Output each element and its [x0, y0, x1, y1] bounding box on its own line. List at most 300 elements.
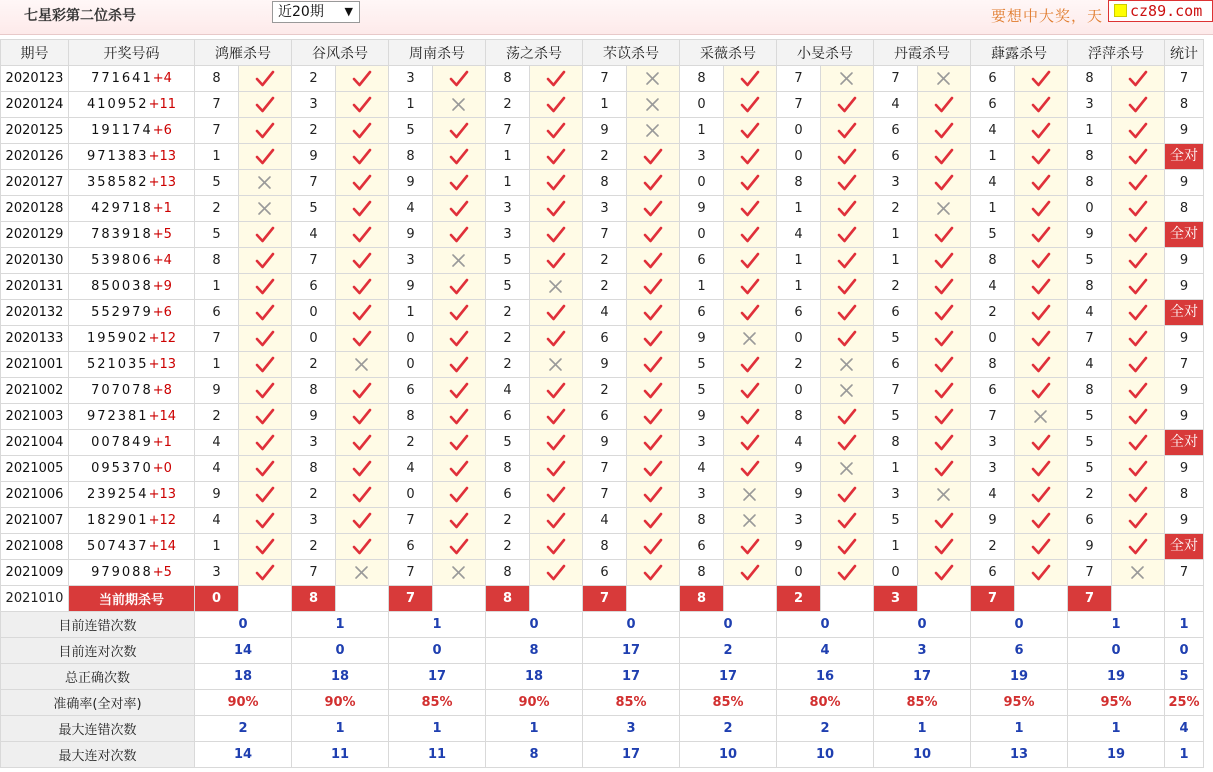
kill-number-cell: 4 [777, 222, 821, 248]
current-stat-cell [1165, 586, 1204, 612]
check-icon [1031, 460, 1051, 478]
hit-mark-cell [821, 248, 874, 274]
check-icon [1031, 564, 1051, 582]
summary-label: 准确率(全对率) [1, 690, 195, 716]
current-kill-number: 7 [971, 586, 1015, 612]
table-row [1, 326, 1204, 352]
allright-badge: 全对 [1165, 300, 1203, 325]
hit-mark-cell [530, 66, 583, 92]
hit-mark-cell [821, 66, 874, 92]
kill-number-cell: 2 [583, 248, 627, 274]
current-blank-cell [627, 586, 680, 612]
summary-value: 8 [486, 742, 583, 768]
kill-number-cell: 0 [680, 222, 724, 248]
summary-value: 13 [971, 742, 1068, 768]
hit-mark-cell [239, 118, 292, 144]
hit-mark-cell [530, 248, 583, 274]
kill-number-table [0, 39, 1204, 768]
check-icon [740, 278, 760, 296]
kill-number-cell: 1 [195, 534, 239, 560]
check-icon [1031, 174, 1051, 192]
kill-number-cell: 2 [777, 352, 821, 378]
check-icon [1128, 512, 1148, 530]
chevron-down-icon: ▼ [344, 5, 353, 18]
hit-mark-cell [821, 352, 874, 378]
kill-number-cell: 4 [1068, 300, 1112, 326]
hit-mark-cell [1112, 378, 1165, 404]
stat-cell: 9 [1165, 118, 1204, 144]
kill-number-cell: 4 [971, 482, 1015, 508]
kill-number-cell: 1 [874, 456, 918, 482]
kill-number-cell: 0 [777, 560, 821, 586]
draw-digits: 783918 [91, 227, 153, 242]
kill-number-cell: 5 [486, 430, 530, 456]
check-icon [643, 148, 663, 166]
check-icon [1031, 486, 1051, 504]
hit-mark-cell [1112, 326, 1165, 352]
summary-value: 85% [583, 690, 680, 716]
check-icon [1031, 278, 1051, 296]
check-icon [643, 538, 663, 556]
cross-icon [1128, 564, 1148, 582]
kill-number-cell: 5 [486, 248, 530, 274]
hit-mark-cell [1015, 378, 1068, 404]
hit-mark-cell [336, 92, 389, 118]
cross-icon [934, 486, 954, 504]
allright-badge: 全对 [1165, 222, 1203, 247]
summary-value: 85% [680, 690, 777, 716]
kill-number-cell: 2 [292, 534, 336, 560]
check-icon [1031, 356, 1051, 374]
check-icon [1128, 252, 1148, 270]
hit-mark-cell [918, 66, 971, 92]
hit-mark-cell [239, 378, 292, 404]
summary-value: 2 [195, 716, 292, 742]
stat-cell: 9 [1165, 170, 1204, 196]
hit-mark-cell [433, 144, 486, 170]
check-icon [837, 96, 857, 114]
kill-number-cell: 7 [1068, 326, 1112, 352]
check-icon [1031, 200, 1051, 218]
draw-sum: +12 [148, 513, 177, 528]
stat-cell: 9 [1165, 378, 1204, 404]
check-icon [546, 512, 566, 530]
hit-mark-cell [433, 170, 486, 196]
check-icon [1128, 330, 1148, 348]
header-expert: 鸿雁杀号 [195, 40, 292, 66]
issue-cell: 2021006 [1, 482, 69, 508]
hit-mark-cell [724, 300, 777, 326]
hit-mark-cell [918, 378, 971, 404]
kill-number-cell: 5 [389, 118, 433, 144]
check-icon [449, 200, 469, 218]
summary-value: 0 [486, 612, 583, 638]
header-expert: 荡之杀号 [486, 40, 583, 66]
kill-number-cell: 9 [195, 482, 239, 508]
kill-number-cell: 8 [1068, 144, 1112, 170]
kill-number-cell: 4 [486, 378, 530, 404]
issue-cell: 2021008 [1, 534, 69, 560]
hit-mark-cell [918, 560, 971, 586]
draw-digits: 971383 [86, 149, 149, 164]
table-row [1, 404, 1204, 430]
check-icon [352, 226, 372, 244]
hit-mark-cell [530, 378, 583, 404]
cross-icon [643, 70, 663, 88]
check-icon [934, 304, 954, 322]
hit-mark-cell [239, 560, 292, 586]
check-icon [255, 512, 275, 530]
draw-sum: +1 [152, 201, 172, 216]
issue-cell: 2021009 [1, 560, 69, 586]
kill-number-cell: 3 [389, 66, 433, 92]
cross-icon [449, 96, 469, 114]
check-icon [934, 96, 954, 114]
summary-value: 1 [1068, 612, 1165, 638]
current-kill-number: 8 [292, 586, 336, 612]
hit-mark-cell [918, 352, 971, 378]
summary-value: 16 [777, 664, 874, 690]
draw-numbers-cell [69, 352, 195, 378]
check-icon [837, 538, 857, 556]
check-icon [934, 174, 954, 192]
hit-mark-cell [239, 300, 292, 326]
check-icon [255, 96, 275, 114]
hit-mark-cell [336, 222, 389, 248]
hit-mark-cell [433, 222, 486, 248]
check-icon [934, 434, 954, 452]
stat-cell [1165, 534, 1204, 560]
draw-sum: +9 [152, 279, 172, 294]
summary-row [1, 638, 1204, 664]
top-bar [0, 0, 1213, 35]
kill-number-cell: 6 [195, 300, 239, 326]
hit-mark-cell [239, 482, 292, 508]
check-icon [449, 460, 469, 478]
kill-number-cell: 9 [1068, 534, 1112, 560]
check-icon [546, 486, 566, 504]
check-icon [255, 460, 275, 478]
summary-stat-value: 0 [1165, 638, 1204, 664]
kill-number-cell: 5 [195, 222, 239, 248]
draw-numbers-cell [69, 482, 195, 508]
hit-mark-cell [336, 144, 389, 170]
kill-number-cell: 8 [680, 560, 724, 586]
kill-number-cell: 5 [292, 196, 336, 222]
check-icon [1128, 382, 1148, 400]
check-icon [352, 304, 372, 322]
kill-number-cell: 6 [777, 300, 821, 326]
kill-number-cell: 1 [486, 144, 530, 170]
kill-number-cell: 8 [486, 456, 530, 482]
hit-mark-cell [1015, 66, 1068, 92]
check-icon [449, 70, 469, 88]
kill-number-cell: 3 [486, 196, 530, 222]
check-icon [837, 200, 857, 218]
hit-mark-cell [1015, 482, 1068, 508]
summary-value: 0 [971, 612, 1068, 638]
draw-sum: +5 [152, 565, 172, 580]
check-icon [449, 434, 469, 452]
summary-value: 1 [389, 716, 486, 742]
draw-sum: +6 [152, 123, 172, 138]
stat-cell: 7 [1165, 560, 1204, 586]
kill-number-cell: 5 [971, 222, 1015, 248]
issue-cell: 2021007 [1, 508, 69, 534]
draw-numbers-cell [69, 508, 195, 534]
draw-sum: +0 [152, 461, 172, 476]
summary-value: 17 [583, 664, 680, 690]
kill-number-cell: 9 [389, 170, 433, 196]
hit-mark-cell [433, 430, 486, 456]
kill-number-cell: 2 [486, 326, 530, 352]
table-row [1, 196, 1204, 222]
hit-mark-cell [627, 274, 680, 300]
header-expert: 浮萍杀号 [1068, 40, 1165, 66]
check-icon [1128, 226, 1148, 244]
hit-mark-cell [1112, 274, 1165, 300]
draw-digits: 182901 [86, 513, 149, 528]
kill-number-cell: 6 [971, 378, 1015, 404]
summary-value: 95% [1068, 690, 1165, 716]
draw-digits: 429718 [91, 201, 153, 216]
cross-icon [643, 122, 663, 140]
kill-number-cell: 2 [486, 534, 530, 560]
check-icon [1031, 330, 1051, 348]
check-icon [1031, 226, 1051, 244]
kill-number-cell: 9 [292, 404, 336, 430]
kill-number-cell: 3 [874, 170, 918, 196]
hit-mark-cell [433, 352, 486, 378]
hit-mark-cell [1015, 222, 1068, 248]
check-icon [740, 564, 760, 582]
hit-mark-cell [1112, 92, 1165, 118]
hit-mark-cell [336, 508, 389, 534]
draw-numbers-cell [69, 92, 195, 118]
hit-mark-cell [239, 196, 292, 222]
kill-number-cell: 2 [292, 482, 336, 508]
check-icon [352, 434, 372, 452]
hit-mark-cell [239, 92, 292, 118]
check-icon [449, 356, 469, 374]
kill-number-cell: 9 [777, 534, 821, 560]
summary-label: 总正确次数 [1, 664, 195, 690]
kill-number-cell: 4 [971, 118, 1015, 144]
hit-mark-cell [1112, 404, 1165, 430]
check-icon [837, 252, 857, 270]
check-icon [255, 278, 275, 296]
kill-number-cell: 0 [1068, 196, 1112, 222]
stat-cell: 9 [1165, 456, 1204, 482]
kill-number-cell: 4 [389, 196, 433, 222]
check-icon [1031, 538, 1051, 556]
hit-mark-cell [530, 404, 583, 430]
hit-mark-cell [724, 378, 777, 404]
check-icon [740, 96, 760, 114]
kill-number-cell: 4 [971, 170, 1015, 196]
period-select[interactable] [272, 1, 360, 23]
draw-digits: 771641 [91, 71, 153, 86]
check-icon [352, 460, 372, 478]
hit-mark-cell [336, 196, 389, 222]
hit-mark-cell [627, 118, 680, 144]
kill-number-cell: 2 [583, 378, 627, 404]
kill-number-cell: 3 [874, 482, 918, 508]
kill-number-cell: 2 [971, 300, 1015, 326]
kill-number-cell: 6 [680, 248, 724, 274]
summary-value: 11 [389, 742, 486, 768]
draw-numbers-cell [69, 404, 195, 430]
check-icon [449, 382, 469, 400]
draw-sum: +13 [148, 487, 177, 502]
check-icon [449, 174, 469, 192]
draw-numbers-cell [69, 378, 195, 404]
hit-mark-cell [530, 508, 583, 534]
summary-value: 19 [1068, 664, 1165, 690]
hit-mark-cell [724, 118, 777, 144]
draw-numbers-cell [69, 222, 195, 248]
summary-value: 1 [292, 716, 389, 742]
hit-mark-cell [821, 404, 874, 430]
hit-mark-cell [821, 274, 874, 300]
summary-value: 17 [874, 664, 971, 690]
kill-number-cell: 7 [777, 66, 821, 92]
hit-mark-cell [530, 196, 583, 222]
check-icon [643, 434, 663, 452]
kill-number-cell: 0 [389, 326, 433, 352]
hit-mark-cell [433, 534, 486, 560]
kill-number-cell: 6 [583, 404, 627, 430]
logo-square-icon [1114, 4, 1127, 17]
hit-mark-cell [336, 430, 389, 456]
kill-number-cell: 5 [195, 170, 239, 196]
table-row [1, 352, 1204, 378]
check-icon [255, 330, 275, 348]
check-icon [643, 486, 663, 504]
hit-mark-cell [239, 170, 292, 196]
kill-number-cell: 1 [777, 248, 821, 274]
check-icon [740, 304, 760, 322]
summary-value: 19 [1068, 742, 1165, 768]
check-icon [1128, 538, 1148, 556]
kill-number-cell: 9 [1068, 222, 1112, 248]
hit-mark-cell [336, 248, 389, 274]
kill-number-cell: 7 [583, 482, 627, 508]
hit-mark-cell [627, 222, 680, 248]
check-icon [934, 460, 954, 478]
hit-mark-cell [724, 144, 777, 170]
hit-mark-cell [239, 274, 292, 300]
hit-mark-cell [530, 118, 583, 144]
hit-mark-cell [821, 560, 874, 586]
check-icon [740, 200, 760, 218]
kill-number-cell: 8 [777, 170, 821, 196]
draw-sum: +5 [152, 227, 172, 242]
table-row [1, 118, 1204, 144]
cross-icon [352, 356, 372, 374]
current-label-cell: 当前期杀号 [69, 586, 195, 612]
summary-value: 10 [680, 742, 777, 768]
hit-mark-cell [336, 482, 389, 508]
check-icon [352, 252, 372, 270]
hit-mark-cell [627, 378, 680, 404]
summary-value: 90% [195, 690, 292, 716]
draw-digits: 850038 [91, 279, 153, 294]
hit-mark-cell [918, 144, 971, 170]
site-logo[interactable] [1108, 0, 1213, 22]
check-icon [546, 122, 566, 140]
hit-mark-cell [1112, 144, 1165, 170]
kill-number-cell: 9 [680, 404, 724, 430]
check-icon [546, 408, 566, 426]
hit-mark-cell [627, 430, 680, 456]
summary-row [1, 690, 1204, 716]
hit-mark-cell [433, 274, 486, 300]
check-icon [1031, 512, 1051, 530]
summary-row [1, 742, 1204, 768]
check-icon [1128, 434, 1148, 452]
check-icon [449, 122, 469, 140]
hit-mark-cell [336, 534, 389, 560]
check-icon [449, 512, 469, 530]
hit-mark-cell [336, 378, 389, 404]
hit-mark-cell [530, 560, 583, 586]
check-icon [352, 330, 372, 348]
hit-mark-cell [821, 92, 874, 118]
check-icon [546, 434, 566, 452]
check-icon [352, 70, 372, 88]
summary-stat-value: 5 [1165, 664, 1204, 690]
kill-number-cell: 7 [874, 378, 918, 404]
table-row [1, 534, 1204, 560]
kill-number-cell: 3 [680, 482, 724, 508]
check-icon [255, 304, 275, 322]
hit-mark-cell [530, 482, 583, 508]
kill-number-cell: 3 [680, 144, 724, 170]
kill-number-cell: 9 [583, 118, 627, 144]
hit-mark-cell [627, 534, 680, 560]
check-icon [449, 304, 469, 322]
hit-mark-cell [336, 274, 389, 300]
check-icon [352, 122, 372, 140]
stat-cell [1165, 222, 1204, 248]
kill-number-cell: 3 [777, 508, 821, 534]
hit-mark-cell [336, 456, 389, 482]
table-row [1, 274, 1204, 300]
kill-number-cell: 5 [874, 508, 918, 534]
issue-cell: 2020133 [1, 326, 69, 352]
kill-number-cell: 8 [971, 352, 1015, 378]
check-icon [449, 330, 469, 348]
check-icon [546, 70, 566, 88]
hit-mark-cell [918, 92, 971, 118]
header-expert: 谷风杀号 [292, 40, 389, 66]
check-icon [352, 200, 372, 218]
hit-mark-cell [433, 118, 486, 144]
cross-icon [837, 460, 857, 478]
hit-mark-cell [1112, 482, 1165, 508]
issue-cell: 2020126 [1, 144, 69, 170]
table-row [1, 560, 1204, 586]
check-icon [1128, 148, 1148, 166]
hit-mark-cell [336, 352, 389, 378]
table-row [1, 378, 1204, 404]
kill-number-cell: 0 [292, 326, 336, 352]
check-icon [934, 564, 954, 582]
hit-mark-cell [724, 248, 777, 274]
kill-number-cell: 3 [292, 430, 336, 456]
summary-value: 3 [583, 716, 680, 742]
